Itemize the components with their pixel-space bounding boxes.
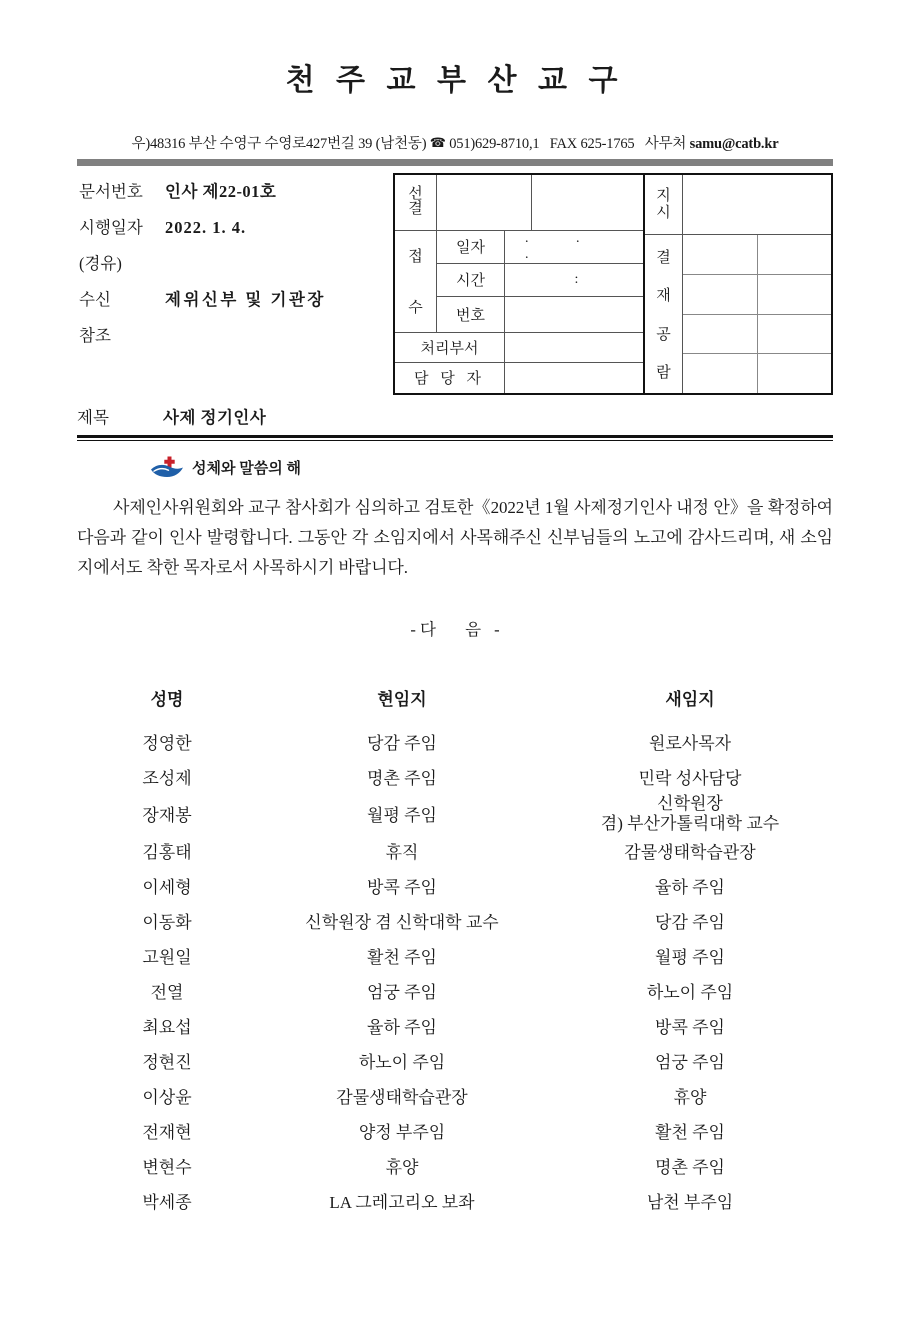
cell-current: 하노이 주임 bbox=[358, 1053, 446, 1073]
stamp-receipt-section bbox=[395, 175, 645, 393]
cell-current: 휴직 bbox=[385, 843, 419, 863]
document-number-label: 문서번호 bbox=[79, 182, 143, 201]
effective-date-label: 시행일자 bbox=[79, 218, 143, 237]
table-row bbox=[77, 1113, 833, 1148]
stamp-row-gyeoljae-gongram bbox=[645, 235, 831, 393]
document-page bbox=[0, 55, 910, 1335]
cell-current: LA 그레고리오 보좌 bbox=[329, 1193, 475, 1213]
cell-current: 감물생태학습관장 bbox=[336, 1088, 468, 1108]
stamp-row-seongyeol bbox=[395, 175, 643, 231]
jisi-char-2: 시 bbox=[656, 204, 671, 221]
daum-dash-left: - bbox=[410, 620, 416, 640]
cell-name: 정영한 bbox=[142, 734, 192, 754]
jeopsu-char-1: 접 bbox=[408, 249, 423, 266]
subject-rule-thick bbox=[77, 435, 833, 438]
cell-new: 엄궁 주임 bbox=[655, 1053, 725, 1073]
table-row bbox=[77, 794, 833, 833]
cell-name: 고원일 bbox=[142, 948, 192, 968]
cell-new: 원로사목자 bbox=[648, 734, 732, 754]
approval-signature-grid bbox=[683, 235, 831, 393]
subject-label: 제목 bbox=[77, 408, 109, 427]
column-header-name: 성명 bbox=[150, 690, 184, 710]
jeopsu-time-colon: : bbox=[574, 271, 580, 287]
slogan-text: 성체와 말씀의 해 bbox=[192, 460, 301, 477]
approval-cell[interactable] bbox=[683, 354, 758, 393]
jeopsu-label bbox=[395, 231, 437, 333]
approval-grid-row bbox=[683, 275, 831, 315]
meta-row-document-number bbox=[79, 178, 399, 214]
meta-row-cc bbox=[79, 322, 399, 358]
phone-number: 051)629-8710,1 bbox=[449, 136, 540, 152]
table-row bbox=[77, 1043, 833, 1078]
jeopsu-date-row bbox=[437, 231, 643, 264]
daum-char-2: 음 bbox=[465, 620, 491, 640]
cell-current: 월평 주임 bbox=[367, 806, 437, 826]
cell-name: 이세형 bbox=[142, 878, 192, 898]
recipient-value: 제위신부 및 기관장 bbox=[165, 290, 326, 309]
jeopsu-number-label: 번호 bbox=[437, 297, 505, 332]
daum-dash-right: - bbox=[494, 620, 500, 640]
table-row bbox=[77, 868, 833, 903]
cell-new: 남천 부주임 bbox=[646, 1193, 734, 1213]
cell-new: 명촌 주임 bbox=[655, 1158, 725, 1178]
slogan-row bbox=[150, 455, 910, 479]
cell-new: 방콕 주임 bbox=[655, 1018, 725, 1038]
page-title: 천 주 교 부 산 교 구 bbox=[285, 64, 625, 97]
approval-cell[interactable] bbox=[683, 315, 758, 354]
jeopsu-fields bbox=[437, 231, 643, 333]
approval-cell[interactable] bbox=[683, 235, 758, 274]
cell-new: 휴양 bbox=[673, 1088, 707, 1108]
cell-name: 전재현 bbox=[142, 1123, 192, 1143]
gyeoljae-gongram-label bbox=[645, 235, 683, 393]
jisi-char-1: 지 bbox=[656, 188, 671, 204]
jeopsu-date-label: 일자 bbox=[437, 231, 505, 263]
seongyeol-char-1: 선 bbox=[408, 185, 423, 202]
table-header-row bbox=[77, 680, 833, 724]
cell-new: 하노이 주임 bbox=[646, 983, 734, 1003]
seongyeol-label bbox=[395, 175, 437, 231]
table-row bbox=[77, 833, 833, 868]
address-text: 우)48316 부산 수영구 수영로427번길 39 (남천동) bbox=[131, 136, 427, 152]
cell-name: 이동화 bbox=[142, 913, 192, 933]
stamp-row-department bbox=[395, 333, 643, 363]
approval-grid-row bbox=[683, 354, 831, 393]
approval-grid-row bbox=[683, 315, 831, 355]
cell-name: 장재봉 bbox=[142, 806, 192, 826]
table-row bbox=[77, 1148, 833, 1183]
stamp-row-jisi bbox=[645, 175, 831, 235]
approval-grid-row bbox=[683, 235, 831, 275]
jisi-label bbox=[645, 175, 683, 234]
table-row bbox=[77, 1078, 833, 1113]
seongyeol-field-2[interactable] bbox=[532, 175, 643, 231]
approval-cell[interactable] bbox=[683, 275, 758, 314]
cell-name: 박세종 bbox=[142, 1193, 192, 1213]
cell-new: 당감 주임 bbox=[655, 913, 725, 933]
cell-new: 율하 주임 bbox=[655, 878, 725, 898]
office-label: 사무처 bbox=[644, 136, 687, 152]
cell-current: 활천 주임 bbox=[367, 948, 437, 968]
table-row bbox=[77, 903, 833, 938]
cell-name: 정현진 bbox=[142, 1053, 192, 1073]
department-label: 처리부서 bbox=[395, 333, 505, 362]
cell-current: 양정 부주임 bbox=[358, 1123, 446, 1143]
daum-char-1: 다 bbox=[419, 620, 445, 640]
table-row bbox=[77, 1008, 833, 1043]
body-paragraph: 사제인사위원회와 교구 참사회가 심의하고 검토한《2022년 1월 사제정기인사 내정 안》을 확정하여 다음과 같이 인사 발령합니다. 그동안 각 소임지에서 사목해주신 신부님들의 노고에 감사드리며, 새 소임지에서도 착한 목자로서 사목하시기 바랍니다. bbox=[77, 498, 833, 577]
cell-new: 활천 주임 bbox=[655, 1123, 725, 1143]
jeopsu-char-2: 수 bbox=[408, 299, 423, 316]
handler-label: 담 당 자 bbox=[395, 363, 505, 393]
cell-current: 휴양 bbox=[385, 1158, 419, 1178]
cell-name: 변현수 bbox=[142, 1158, 192, 1178]
meta-row-recipient bbox=[79, 286, 399, 322]
subject-value: 사제 정기인사 bbox=[163, 408, 267, 427]
cell-name: 이상윤 bbox=[142, 1088, 192, 1108]
column-header-new: 새임지 bbox=[665, 690, 715, 710]
cc-label: 참조 bbox=[79, 326, 111, 345]
approval-cell[interactable] bbox=[758, 315, 832, 354]
cell-new-line-1: 신학원장 bbox=[657, 794, 723, 814]
effective-date-value: 2022. 1. 4. bbox=[165, 218, 247, 237]
stamp-row-jeopsu bbox=[395, 231, 643, 333]
department-value[interactable] bbox=[505, 333, 643, 362]
gongram-char-1: 공 bbox=[656, 326, 671, 343]
cell-new: 월평 주임 bbox=[655, 948, 725, 968]
cell-new: 감물생태학습관장 bbox=[624, 843, 756, 863]
cell-current: 신학원장 겸 신학대학 교수 bbox=[305, 913, 499, 933]
seongyeol-char-2: 결 bbox=[408, 201, 423, 218]
personnel-assignment-table bbox=[77, 680, 833, 1218]
approval-stamp-table bbox=[393, 173, 833, 395]
gyeoljae-char-2: 재 bbox=[656, 288, 671, 305]
gongram-char-2: 람 bbox=[656, 365, 671, 382]
cell-current: 당감 주임 bbox=[367, 734, 437, 754]
jeopsu-number-value[interactable] bbox=[505, 297, 643, 332]
cell-name: 조성제 bbox=[142, 769, 192, 789]
jeopsu-time-row bbox=[437, 264, 643, 297]
subject-row bbox=[77, 398, 833, 428]
meta-and-stamp-zone bbox=[77, 166, 833, 398]
email-address: samu@catb.kr bbox=[689, 136, 779, 152]
cell-new-line-2: 겸) 부산가톨릭대학 교수 bbox=[600, 813, 780, 833]
seongyeol-field-1[interactable] bbox=[437, 175, 532, 231]
stamp-approval-section bbox=[645, 175, 831, 393]
stamp-row-handler bbox=[395, 363, 643, 393]
cell-name: 김홍태 bbox=[142, 843, 192, 863]
approval-cell[interactable] bbox=[758, 235, 832, 274]
cell-new: 민락 성사담당 bbox=[638, 769, 742, 789]
table-row bbox=[77, 724, 833, 759]
cell-current: 율하 주임 bbox=[367, 1018, 437, 1038]
contact-line bbox=[0, 132, 910, 153]
subject-rule-thin bbox=[77, 440, 833, 441]
jisi-field[interactable] bbox=[683, 175, 831, 234]
table-row bbox=[77, 973, 833, 1008]
meta-row-effective-date bbox=[79, 214, 399, 250]
table-row bbox=[77, 1183, 833, 1218]
meta-row-via bbox=[79, 250, 399, 286]
jeopsu-time-label: 시간 bbox=[437, 264, 505, 296]
jeopsu-date-dots: . . . bbox=[525, 230, 602, 262]
document-meta-list bbox=[79, 178, 399, 358]
via-label: (경유) bbox=[79, 254, 122, 273]
approval-cell[interactable] bbox=[758, 275, 832, 314]
cell-new bbox=[547, 794, 833, 833]
approval-cell[interactable] bbox=[758, 354, 832, 393]
cell-name: 최요섭 bbox=[142, 1018, 192, 1038]
table-row bbox=[77, 938, 833, 973]
document-number-value: 인사 제22-01호 bbox=[165, 182, 277, 201]
cell-name: 전열 bbox=[150, 983, 184, 1003]
handler-value[interactable] bbox=[505, 363, 643, 393]
gyeoljae-char-1: 결 bbox=[656, 249, 671, 266]
cell-current: 명촌 주임 bbox=[367, 769, 437, 789]
fax-number: FAX 625-1765 bbox=[549, 136, 635, 152]
table-row bbox=[77, 759, 833, 794]
jeopsu-date-value[interactable] bbox=[505, 231, 643, 263]
jeopsu-number-row bbox=[437, 297, 643, 333]
telephone-icon: ☎ bbox=[429, 135, 446, 150]
diocese-logo-icon bbox=[150, 455, 184, 479]
header-divider-bar bbox=[77, 159, 833, 166]
recipient-label: 수신 bbox=[79, 290, 111, 309]
daum-divider bbox=[0, 616, 910, 640]
column-header-current: 현임지 bbox=[377, 690, 427, 710]
jeopsu-time-value[interactable] bbox=[505, 264, 643, 296]
cell-current: 방콕 주임 bbox=[367, 878, 437, 898]
cell-current: 엄궁 주임 bbox=[367, 983, 437, 1003]
